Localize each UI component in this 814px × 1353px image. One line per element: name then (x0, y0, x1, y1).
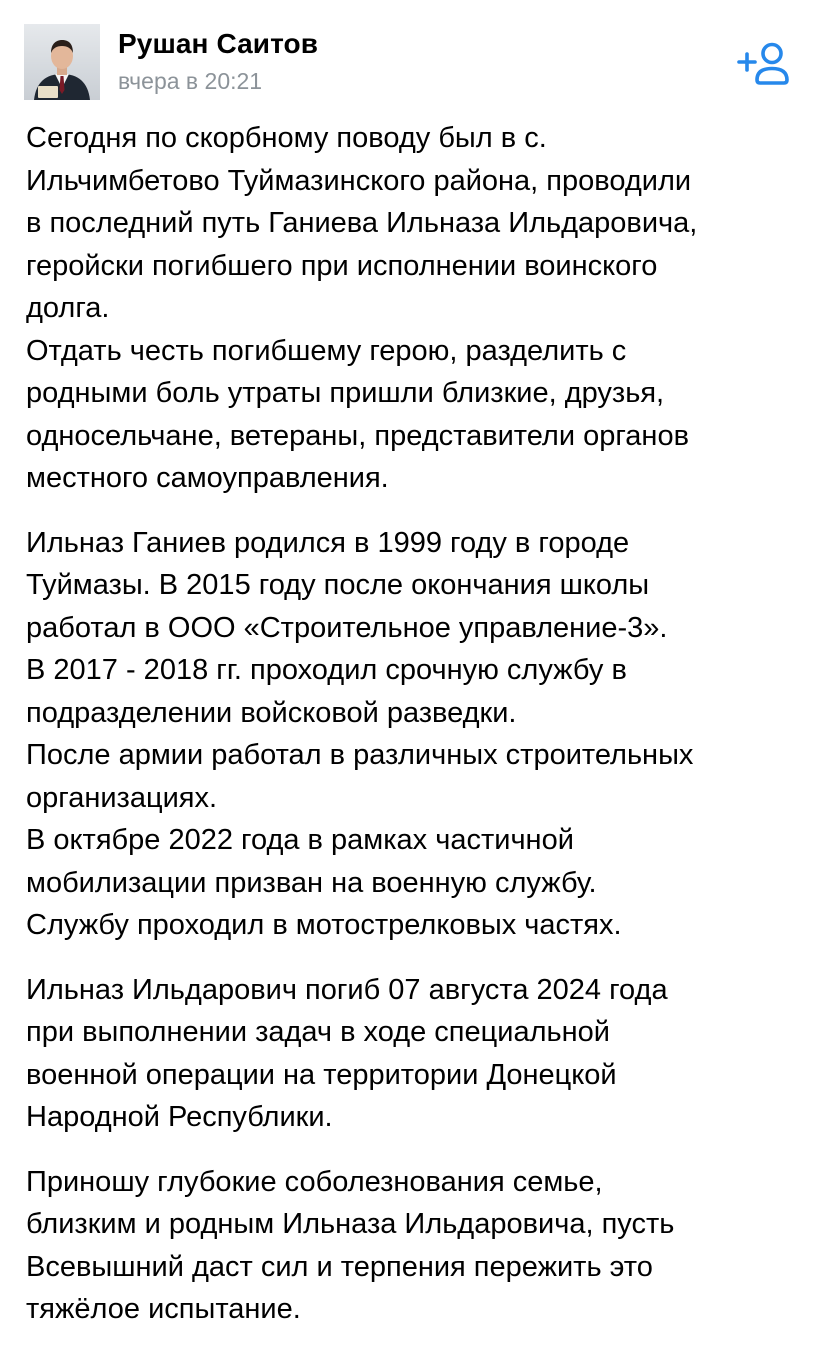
text-line: военной операции на территории Донецкой (26, 1058, 617, 1091)
text-line: Туймазы. В 2015 году после окончания школы (26, 569, 650, 601)
post-paragraph (26, 969, 796, 1139)
text-line: В 2017 - 2018 гг. проходил срочную службу в (26, 654, 627, 686)
post-paragraph (26, 1161, 796, 1331)
text-line: долга. (26, 292, 110, 324)
text-line: Всевышний даст сил и терпения пережить это (26, 1250, 653, 1283)
text-line: близким и родным Ильназа Ильдаровича, пусть (26, 1208, 675, 1240)
text-line: тяжёлое испытание. (26, 1293, 301, 1325)
post-paragraph (26, 117, 796, 500)
text-line: Ильчимбетово Туймазинского района, проводили (26, 164, 692, 197)
text-line: работал в ООО «Строительное управление-3». (26, 611, 668, 644)
author-name[interactable]: Рушан Саитов (118, 28, 319, 59)
text-line: Приношу глубокие соболезнования семье, (26, 1165, 603, 1198)
text-line: мобилизации призван на военную службу. (26, 866, 597, 899)
text-line: Ильназ Ганиев родился в 1999 году в городе (26, 526, 630, 559)
text-line: Отдать честь погибшему герою, разделить с (26, 334, 627, 367)
person-portrait-icon (24, 24, 100, 100)
text-line: Службу проходил в мотострелковых частях. (26, 909, 622, 941)
text-line: односельчане, ветераны, представители органов (26, 419, 689, 452)
text-line: Сегодня по скорбному поводу был в с. (26, 122, 547, 154)
add-friend-button[interactable] (736, 40, 792, 86)
post-timestamp: вчера в 20:21 (118, 68, 263, 94)
text-line: геройски погибшего при исполнении воинского (26, 249, 658, 282)
text-line: После армии работал в различных строительных (26, 739, 694, 771)
post-header (0, 0, 814, 110)
text-line: в последний путь Ганиева Ильназа Ильдаровича, (26, 207, 698, 239)
post-paragraph (26, 522, 796, 947)
text-line: при выполнении задач в ходе специальной (26, 1016, 610, 1048)
add-friend-icon (736, 40, 792, 86)
text-line: подразделении войсковой разведки. (26, 696, 517, 729)
author-avatar[interactable] (24, 24, 100, 100)
text-line: В октябре 2022 года в рамках частичной (26, 824, 574, 856)
text-line: Ильназ Ильдарович погиб 07 августа 2024 года (26, 973, 668, 1006)
text-line: родными боль утраты пришли близкие, друзья, (26, 377, 665, 409)
text-line: организациях. (26, 781, 218, 814)
text-line: Народной Республики. (26, 1101, 333, 1133)
post-body (26, 117, 796, 1353)
text-line: местного самоуправления. (26, 462, 389, 494)
